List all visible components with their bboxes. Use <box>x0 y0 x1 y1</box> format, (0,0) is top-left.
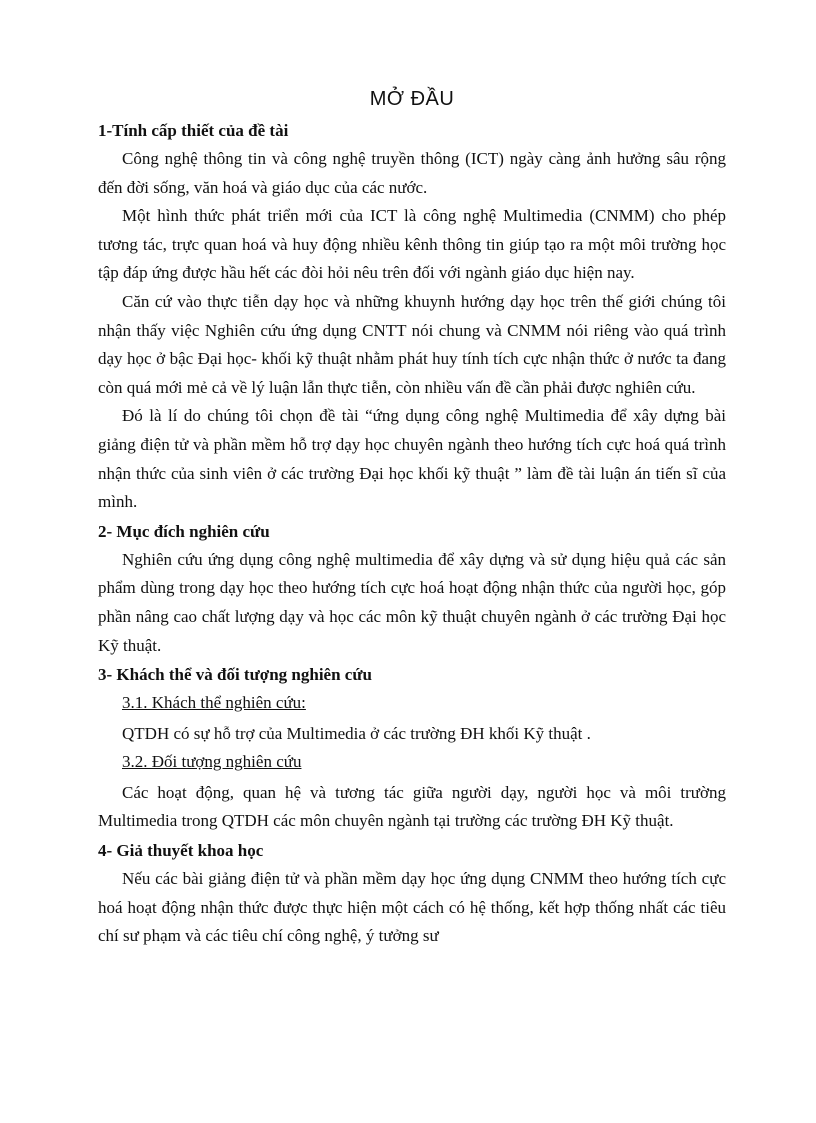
section-1-paragraph-3: Căn cứ vào thực tiễn dạy học và những khuynh hướng dạy học trên thế giới chúng tôi nhận thấy việc Nghiên cứu ứng dụng CNTT nói chung và CNMM nói riêng vào quá trình dạy học ở bậc Đại học- khối kỹ thuật nhằm phát huy tính tích cực nhận thức ở nước ta đang còn quá mới mẻ cả về lý luận lẫn thực tiễn, còn nhiều vấn đề cần phải được nghiên cứu. <box>98 291 726 397</box>
section-3-subheading-2: 3.2. Đối tượng nghiên cứu <box>122 752 302 772</box>
section-2-paragraph-1: Nghiên cứu ứng dụng công nghệ multimedia để xây dựng và sử dụng hiệu quả các sản phẩm dùng trong dạy học theo hướng tích cực hoá hoạt động nhận thức của người học, góp phần nâng cao chất lượng dạy và học các môn kỹ thuật chuyên ngành ở các trường Đại học Kỹ thuật. <box>98 549 726 655</box>
section-2-heading: 2- Mục đích nghiên cứu <box>98 521 270 541</box>
section-3-paragraph-2: Các hoạt động, quan hệ và tương tác giữa người dạy, người học và môi trường Multimedia trong QTDH các môn chuyên ngành tại trường các trường ĐH Kỹ thuật. <box>98 782 726 831</box>
page-title: MỞ ĐẦU <box>369 88 455 110</box>
section-1-paragraph-2: Một hình thức phát triển mới của ICT là công nghệ Multimedia (CNMM) cho phép tương tác, trực quan hoá và huy động nhiều kênh thông tin giúp tạo ra một môi trường học tập đáp ứng được hầu hết các đòi hỏi nêu trên đối với ngành giáo dục hiện nay. <box>98 206 726 283</box>
section-1-paragraph-4: Đó là lí do chúng tôi chọn đề tài “ứng dụng công nghệ Multimedia để xây dựng bài giảng điện tử và phần mềm hỗ trợ dạy học chuyên ngành theo hướng tích cực hoá quá trình nhận thức của sinh viên ở các trường Đại học khối kỹ thuật ” làm đề tài luận án tiến sĩ của mình. <box>98 406 726 512</box>
section-4-heading: 4- Giả thuyết khoa học <box>98 841 264 861</box>
section-3-heading: 3- Khách thể và đối tượng nghiên cứu <box>98 665 372 685</box>
section-3-paragraph-1: QTDH có sự hỗ trợ của Multimedia ở các trường ĐH khối Kỹ thuật . <box>122 723 591 743</box>
section-1-paragraph-1: Công nghệ thông tin và công nghệ truyền thông (ICT) ngày càng ảnh hưởng sâu rộng đến đời sống, văn hoá và giáo dục của các nước. <box>98 149 726 197</box>
document-page <box>98 84 726 951</box>
section-3-subheading-1: 3.1. Khách thể nghiên cứu: <box>122 693 306 713</box>
section-1-heading: 1-Tính cấp thiết của đề tài <box>98 121 289 140</box>
section-4-paragraph-1: Nếu các bài giảng điện tử và phần mềm dạy học ứng dụng CNMM theo hướng tích cực hoá hoạt động nhận thức được thực hiện một cách có hệ thống, kết hợp thống nhất các tiêu chí sư phạm và các tiêu chí công nghệ, ý tưởng sư <box>98 869 726 946</box>
